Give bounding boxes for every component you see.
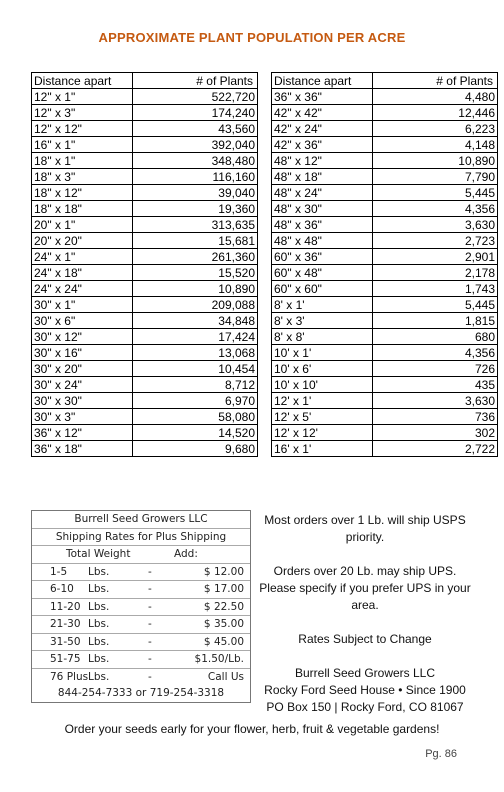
- plants-cell: 313,635: [133, 217, 258, 233]
- table-row: [32, 265, 258, 281]
- table-row: [272, 153, 498, 169]
- plants-cell: 15,520: [133, 265, 258, 281]
- shipping-price: $ 12.00: [203, 565, 244, 578]
- usps-note: Most orders over 1 Lb. will ship USPS priority.: [264, 513, 466, 544]
- shipping-company: Burrell Seed Growers LLC: [32, 511, 250, 529]
- plants-cell: 348,480: [133, 153, 258, 169]
- footer-message: Order your seeds early for your flower, herb, fruit & vegetable gardens!: [64, 722, 440, 736]
- distance-cell: 48" x 24": [272, 185, 373, 201]
- shipping-dash: -: [148, 565, 152, 578]
- distance-cell: 18" x 12": [32, 185, 133, 201]
- table-body: [272, 89, 498, 457]
- table-row: [32, 201, 258, 217]
- shipping-weight-range: 31-50: [50, 635, 81, 648]
- shipping-weight-range: 11-20: [50, 600, 81, 613]
- shipping-weight-range: 6-10: [50, 583, 74, 595]
- distance-cell: 8' x 3': [272, 313, 373, 329]
- distance-cell: 20" x 1": [32, 217, 133, 233]
- shipping-unit: Lbs.: [88, 583, 110, 595]
- distance-cell: 36" x 36": [272, 89, 373, 105]
- table-header-row: [32, 73, 258, 89]
- distance-cell: 30" x 12": [32, 329, 133, 345]
- plants-cell: 2,723: [373, 233, 498, 249]
- table-row: [32, 137, 258, 153]
- column-header-distance: Distance apart: [32, 73, 133, 89]
- shipping-rate-row: [32, 564, 250, 582]
- distance-cell: 24" x 1": [32, 249, 133, 265]
- table-row: [32, 377, 258, 393]
- distance-cell: 18" x 3": [32, 169, 133, 185]
- table-row: [272, 249, 498, 265]
- plants-cell: 58,080: [133, 409, 258, 425]
- distance-cell: 18" x 18": [32, 201, 133, 217]
- distance-cell: 30" x 1": [32, 297, 133, 313]
- distance-cell: 10' x 6': [272, 361, 373, 377]
- distance-cell: 48" x 12": [272, 153, 373, 169]
- ups-note: Orders over 20 Lb. may ship UPS. Please specify if you prefer UPS in your area.: [259, 564, 471, 612]
- shipping-weight-range: 21-30: [50, 618, 81, 630]
- shipping-rate-row: [32, 651, 250, 669]
- shipping-weight-range: 51-75: [50, 653, 81, 665]
- distance-cell: 24" x 18": [32, 265, 133, 281]
- rates-note: Rates Subject to Change: [298, 632, 432, 646]
- shipping-unit: Lbs.: [88, 600, 110, 613]
- shipping-price: $ 17.00: [203, 583, 244, 595]
- plants-cell: 522,720: [133, 89, 258, 105]
- plants-cell: 5,445: [373, 297, 498, 313]
- table-row: [32, 185, 258, 201]
- shipping-rate-row: [32, 669, 250, 686]
- table-row: [32, 89, 258, 105]
- shipping-weight-header: Total Weight: [66, 548, 131, 560]
- plants-cell: 3,630: [373, 217, 498, 233]
- distance-cell: 60" x 48": [272, 265, 373, 281]
- plants-cell: 4,480: [373, 89, 498, 105]
- shipping-rate-row: [32, 616, 250, 634]
- table-row: [32, 361, 258, 377]
- column-header-plants: # of Plants: [373, 73, 498, 89]
- shipping-add-header: Add:: [174, 548, 198, 560]
- table-row: [272, 297, 498, 313]
- distance-cell: 48" x 36": [272, 217, 373, 233]
- shipping-dash: -: [148, 600, 152, 613]
- shipping-unit: Lbs.: [88, 670, 110, 683]
- distance-cell: 36" x 12": [32, 425, 133, 441]
- plants-cell: 261,360: [133, 249, 258, 265]
- table-row: [272, 393, 498, 409]
- plants-cell: 15,681: [133, 233, 258, 249]
- shipping-weight-range: 76 Plus: [50, 670, 89, 683]
- table-row: [32, 409, 258, 425]
- table-row: [272, 441, 498, 457]
- table-row: [272, 121, 498, 137]
- shipping-rate-row: [32, 634, 250, 652]
- plants-cell: 19,360: [133, 201, 258, 217]
- distance-cell: 12' x 1': [272, 393, 373, 409]
- plants-cell: 13,068: [133, 345, 258, 361]
- distance-cell: 48" x 48": [272, 233, 373, 249]
- plants-cell: 10,890: [373, 153, 498, 169]
- table-row: [32, 345, 258, 361]
- plants-cell: 6,970: [133, 393, 258, 409]
- table-row: [272, 329, 498, 345]
- table-row: [272, 233, 498, 249]
- distance-cell: 42" x 24": [272, 121, 373, 137]
- plants-cell: 12,446: [373, 105, 498, 121]
- distance-cell: 12" x 3": [32, 105, 133, 121]
- distance-cell: 18" x 1": [32, 153, 133, 169]
- shipping-subtitle: Shipping Rates for Plus Shipping: [32, 529, 250, 547]
- shipping-dash: -: [148, 653, 152, 665]
- plants-cell: 14,520: [133, 425, 258, 441]
- table-row: [272, 345, 498, 361]
- table-row: [272, 265, 498, 281]
- table-row: [272, 89, 498, 105]
- plants-cell: 4,356: [373, 201, 498, 217]
- distance-cell: 16" x 1": [32, 137, 133, 153]
- shipping-price: Call Us: [207, 670, 244, 683]
- plants-cell: 7,790: [373, 169, 498, 185]
- table-body: [32, 89, 258, 457]
- page-number: Pg. 86: [425, 748, 457, 760]
- distance-cell: 24" x 24": [32, 281, 133, 297]
- table-row: [32, 297, 258, 313]
- distance-cell: 30" x 30": [32, 393, 133, 409]
- distance-cell: 12" x 12": [32, 121, 133, 137]
- table-row: [272, 137, 498, 153]
- shipping-price: $ 35.00: [203, 618, 244, 630]
- column-header-distance: Distance apart: [272, 73, 373, 89]
- distance-cell: 60" x 60": [272, 281, 373, 297]
- plants-cell: 10,890: [133, 281, 258, 297]
- table-row: [272, 201, 498, 217]
- distance-cell: 8' x 1': [272, 297, 373, 313]
- plant-population-table-right: [271, 72, 498, 457]
- table-row: [32, 441, 258, 457]
- table-header-row: [272, 73, 498, 89]
- plants-cell: 1,815: [373, 313, 498, 329]
- shipping-rate-row: [32, 581, 250, 599]
- shipping-unit: Lbs.: [88, 635, 110, 648]
- table-row: [272, 409, 498, 425]
- plants-cell: 3,630: [373, 393, 498, 409]
- distance-cell: 8' x 8': [272, 329, 373, 345]
- table-row: [32, 425, 258, 441]
- table-row: [272, 425, 498, 441]
- shipping-rates-box: [31, 510, 251, 703]
- distance-cell: 10' x 10': [272, 377, 373, 393]
- plants-cell: 5,445: [373, 185, 498, 201]
- shipping-price: $ 45.00: [203, 635, 244, 648]
- distance-cell: 42" x 36": [272, 137, 373, 153]
- distance-cell: 12' x 5': [272, 409, 373, 425]
- distance-cell: 60" x 36": [272, 249, 373, 265]
- plants-cell: 2,901: [373, 249, 498, 265]
- table-row: [32, 281, 258, 297]
- shipping-dash: -: [148, 635, 152, 648]
- column-header-plants: # of Plants: [133, 73, 258, 89]
- table-row: [272, 169, 498, 185]
- distance-cell: 30" x 24": [32, 377, 133, 393]
- plants-cell: 726: [373, 361, 498, 377]
- company-address: PO Box 150 | Rocky Ford, CO 81067: [266, 700, 464, 714]
- table-row: [272, 105, 498, 121]
- plant-population-table-left: [31, 72, 258, 457]
- plants-cell: 209,088: [133, 297, 258, 313]
- distance-cell: 12" x 1": [32, 89, 133, 105]
- table-row: [32, 233, 258, 249]
- distance-cell: 36" x 18": [32, 441, 133, 457]
- shipping-unit: Lbs.: [88, 653, 110, 665]
- plants-cell: 17,424: [133, 329, 258, 345]
- shipping-header-row: [32, 546, 250, 564]
- table-row: [32, 249, 258, 265]
- plants-cell: 9,680: [133, 441, 258, 457]
- table-row: [32, 329, 258, 345]
- table-row: [272, 377, 498, 393]
- plants-cell: 680: [373, 329, 498, 345]
- plants-cell: 392,040: [133, 137, 258, 153]
- distance-cell: 48" x 18": [272, 169, 373, 185]
- shipping-weight-range: 1-5: [50, 565, 68, 578]
- shipping-dash: -: [148, 583, 152, 595]
- plants-cell: 116,160: [133, 169, 258, 185]
- plants-cell: 1,743: [373, 281, 498, 297]
- table-row: [272, 217, 498, 233]
- table-row: [32, 105, 258, 121]
- page-title: APPROXIMATE PLANT POPULATION PER ACRE: [98, 30, 406, 45]
- distance-cell: 30" x 20": [32, 361, 133, 377]
- shipping-rate-row: [32, 599, 250, 617]
- distance-cell: 30" x 6": [32, 313, 133, 329]
- shipping-price: $1.50/Lb.: [194, 653, 244, 665]
- shipping-unit: Lbs.: [88, 565, 110, 578]
- company-tagline: Rocky Ford Seed House • Since 1900: [264, 683, 466, 697]
- distance-cell: 48" x 30": [272, 201, 373, 217]
- plants-cell: 435: [373, 377, 498, 393]
- plants-cell: 4,356: [373, 345, 498, 361]
- table-row: [32, 393, 258, 409]
- table-row: [272, 281, 498, 297]
- plants-cell: 6,223: [373, 121, 498, 137]
- table-row: [32, 153, 258, 169]
- table-row: [272, 361, 498, 377]
- shipping-dash: -: [148, 670, 152, 683]
- shipping-unit: Lbs.: [88, 618, 110, 630]
- plants-cell: 10,454: [133, 361, 258, 377]
- table-row: [272, 185, 498, 201]
- distance-cell: 20" x 20": [32, 233, 133, 249]
- shipping-dash: -: [148, 618, 152, 630]
- plants-cell: 4,148: [373, 137, 498, 153]
- plants-cell: 2,722: [373, 441, 498, 457]
- plants-cell: 736: [373, 409, 498, 425]
- plants-cell: 2,178: [373, 265, 498, 281]
- plants-cell: 34,848: [133, 313, 258, 329]
- table-row: [32, 121, 258, 137]
- distance-cell: 16' x 1': [272, 441, 373, 457]
- shipping-rows: [32, 564, 250, 686]
- plants-cell: 302: [373, 425, 498, 441]
- shipping-price: $ 22.50: [203, 600, 244, 613]
- shipping-notes: [254, 512, 476, 716]
- distance-cell: 30" x 3": [32, 409, 133, 425]
- distance-cell: 42" x 42": [272, 105, 373, 121]
- plants-cell: 8,712: [133, 377, 258, 393]
- distance-cell: 30" x 16": [32, 345, 133, 361]
- plants-cell: 174,240: [133, 105, 258, 121]
- company-name: Burrell Seed Growers LLC: [294, 666, 436, 680]
- table-row: [32, 313, 258, 329]
- shipping-phone: 844-254-7333 or 719-254-3318: [57, 687, 225, 699]
- plants-cell: 39,040: [133, 185, 258, 201]
- distance-cell: 10' x 1': [272, 345, 373, 361]
- table-row: [32, 217, 258, 233]
- plants-cell: 43,560: [133, 121, 258, 137]
- table-row: [32, 169, 258, 185]
- distance-cell: 12' x 12': [272, 425, 373, 441]
- table-row: [272, 313, 498, 329]
